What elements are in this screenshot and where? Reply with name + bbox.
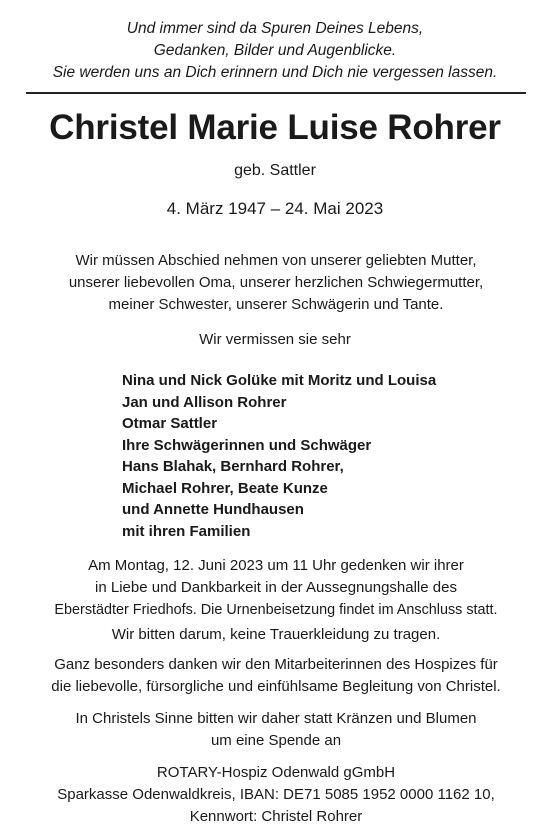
divider-line: [26, 92, 526, 94]
mourner-line: Hans Blahak, Bernhard Rohrer,: [122, 458, 344, 475]
mourner-line: Michael Rohrer, Beate Kunze: [122, 479, 328, 497]
farewell-line: Wir müssen Abschied nehmen von unserer geliebten Mutter,: [75, 252, 477, 269]
mourner-line: mit ihren Familien: [122, 522, 251, 540]
farewell-line: meiner Schwester, unserer Schwägerin und Tante.: [108, 296, 444, 313]
mourning-clothes-note: Wir bitten darum, keine Trauerkleidung zu tragen.: [111, 626, 441, 643]
service-paragraph: [26, 555, 526, 621]
farewell-line: unserer liebevollen Oma, unserer herzlichen Schwiegermutter,: [68, 274, 484, 291]
birth-name: geb. Sattler: [234, 162, 316, 179]
mourner-line: Otmar Sattler: [122, 415, 218, 432]
bank-details: Sparkasse Odenwaldkreis, IBAN: DE71 5085 1952 0000 1162 10,: [57, 786, 495, 803]
memorial-quote: [0, 18, 550, 84]
donation-keyword: Kennwort: Christel Rohrer: [189, 808, 363, 825]
quote-line: Gedanken, Bilder und Augenblicke.: [153, 42, 397, 59]
service-line: Eberstädter Friedhofs. Die Urnenbeisetzung findet im Anschluss statt.: [54, 602, 498, 618]
donation-line: um eine Spende an: [210, 732, 342, 749]
donation-recipient: ROTARY-Hospiz Odenwald gGmbH: [156, 764, 396, 781]
mourner-line: Nina und Nick Golüke mit Moritz und Louisa: [122, 372, 437, 389]
quote-line: Sie werden uns an Dich erinnern und Dich nie vergessen lassen.: [52, 64, 498, 81]
mourner-line: Ihre Schwägerinnen und Schwäger: [122, 436, 372, 454]
donation-line: In Christels Sinne bitten wir daher statt Kränzen und Blumen: [75, 710, 477, 727]
deceased-name: Christel Marie Luise Rohrer: [49, 108, 501, 147]
thanks-line: Ganz besonders danken wir den Mitarbeiterinnen des Hospizes für: [54, 656, 498, 673]
farewell-paragraph: [26, 250, 526, 316]
service-line: Am Montag, 12. Juni 2023 um 11 Uhr gedenken wir ihrer: [88, 557, 464, 574]
miss-line: Wir vermissen sie sehr: [199, 331, 351, 348]
mourner-line: und Annette Hundhausen: [122, 501, 304, 518]
life-dates: 4. März 1947 – 24. Mai 2023: [166, 199, 384, 218]
thanks-line: die liebevolle, fürsorgliche und einfühlsame Begleitung von Christel.: [51, 678, 501, 695]
mourners-list: [122, 370, 542, 542]
service-line: in Liebe und Dankbarkeit in der Aussegnungshalle des: [95, 579, 457, 596]
donation-details: [26, 762, 526, 828]
mourner-line: Jan und Allison Rohrer: [122, 393, 287, 411]
thanks-paragraph: [26, 654, 526, 698]
donation-paragraph: [26, 708, 526, 752]
quote-line: Und immer sind da Spuren Deines Lebens,: [126, 20, 424, 37]
